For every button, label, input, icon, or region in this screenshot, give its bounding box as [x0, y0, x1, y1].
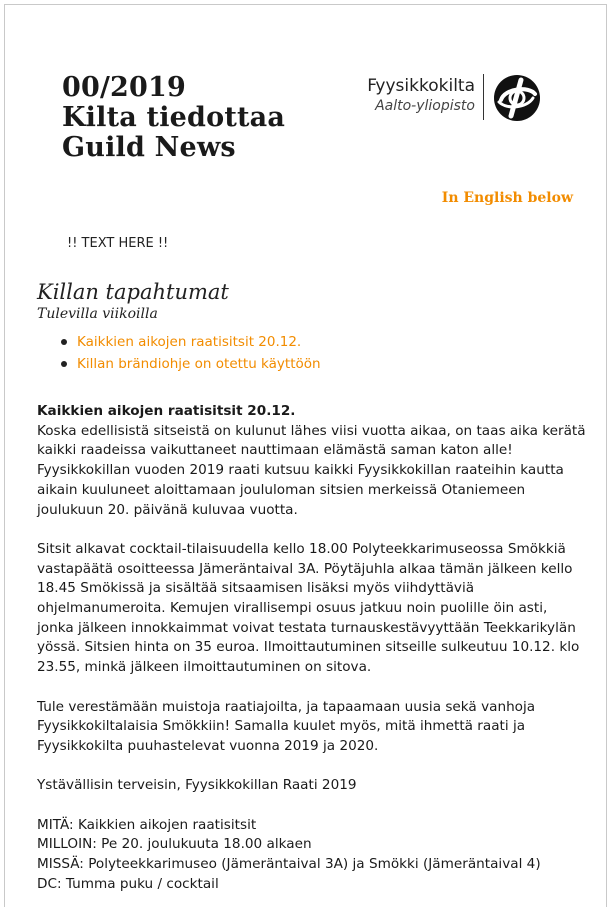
list-item	[58, 353, 321, 375]
logo-name: Fyysikkokilta	[367, 76, 475, 96]
article-line: aikain kuuluneet aloittamaan joululoman sitsien merkeissä Otaniemeen	[37, 481, 526, 498]
article-line: vastapäätä osoitteessa Jämeräntaival 3A. Pöytäjuhla alkaa tämän jälkeen kello	[37, 560, 573, 577]
event-link-raatisitsit[interactable]: Kaikkien aikojen raatisitsit 20.12.	[77, 334, 302, 350]
detail-when: MILLOIN: Pe 20. joulukuuta 18.00 alkaen	[37, 836, 312, 853]
events-subheading: Tulevilla viikoilla	[37, 306, 158, 322]
article-body	[37, 402, 592, 907]
event-link-brandiohje[interactable]: Killan brändiohje on otettu käyttöön	[77, 356, 321, 372]
article-line: ohjelmanumeroita. Kemujen virallisempi osuus jatkuu noin puolille öin asti,	[37, 600, 548, 617]
newsletter-title	[62, 73, 285, 163]
detail-where: MISSÄ: Polyteekkarimuseo (Jämeräntaival 3A) ja Smökki (Jämeräntaival 4)	[37, 856, 541, 873]
english-below-link[interactable]: In English below	[441, 190, 573, 206]
events-list	[58, 331, 321, 375]
article-greeting	[37, 776, 592, 796]
article-line: Fyysikkokilta puuhastelevat vuonna 2019 ja 2020.	[37, 737, 379, 754]
logo-text	[362, 76, 475, 116]
article-line: Tule verestämään muistoja raatiajoilta, ja tapaamaan uusia sekä vanhoja	[37, 698, 536, 715]
article-title: Kaikkien aikojen raatisitsit 20.12.	[37, 403, 296, 419]
article-line: 18.45 Smökissä ja sisältää sitsaamisen lisäksi myös viihdyttäviä	[37, 580, 475, 597]
list-item	[58, 331, 321, 353]
issue-number: 00/2019	[62, 72, 186, 103]
article-line: jonka jälkeen innokkaimmat voivat testata turnauskestävyyttään Teekkarikylän	[37, 619, 576, 636]
article-line: kaikki raadeissa vaikuttaneet nauttimaan elämästä saman katon alle!	[37, 442, 513, 459]
logo-divider	[483, 74, 484, 120]
article-line: Koska edellisistä sitseistä on kulunut lähes viisi vuotta aikaa, on taas aika kerätä	[37, 422, 586, 439]
article-line: 23.55, minkä jälkeen ilmoittautuminen on sitova.	[37, 659, 372, 676]
fyysikkokilta-emblem-icon	[493, 74, 541, 122]
events-heading: Killan tapahtumat	[37, 280, 229, 304]
detail-what: MITÄ: Kaikkien aikojen raatisitsit	[37, 816, 257, 833]
logo-subtitle: Aalto-yliopisto	[375, 98, 475, 114]
title-english: Guild News	[62, 132, 236, 163]
detail-dresscode: DC: Tumma puku / cocktail	[37, 875, 219, 892]
article-line: Sitsit alkavat cocktail-tilaisuudella kello 18.00 Polyteekkarimuseossa Smökkiä	[37, 540, 566, 557]
article-paragraph-2	[37, 540, 592, 678]
title-finnish: Kilta tiedottaa	[62, 102, 286, 133]
greeting-line: Ystävällisin terveisin, Fyysikkokillan Raati 2019	[37, 777, 357, 794]
article-line: Fyysikkokiltalaisia Smökkiin! Samalla kuulet myös, mitä ihmettä raati ja	[37, 718, 526, 735]
article-paragraph-1	[37, 402, 592, 520]
placeholder-text: !! TEXT HERE !!	[67, 236, 169, 251]
article-line: Fyysikkokillan vuoden 2019 raati kutsuu kaikki Fyysikkokillan raateihin kautta	[37, 462, 564, 479]
article-paragraph-3	[37, 698, 592, 757]
article-line: joulukuun 20. päivänä kuluvaa vuotta.	[37, 501, 298, 518]
guild-logo	[362, 72, 542, 124]
event-details	[37, 816, 592, 895]
article-line: yössä. Sitsien hinta on 35 euroa. Ilmoittautuminen sitseille sulkeutuu 10.12. klo	[37, 639, 580, 656]
